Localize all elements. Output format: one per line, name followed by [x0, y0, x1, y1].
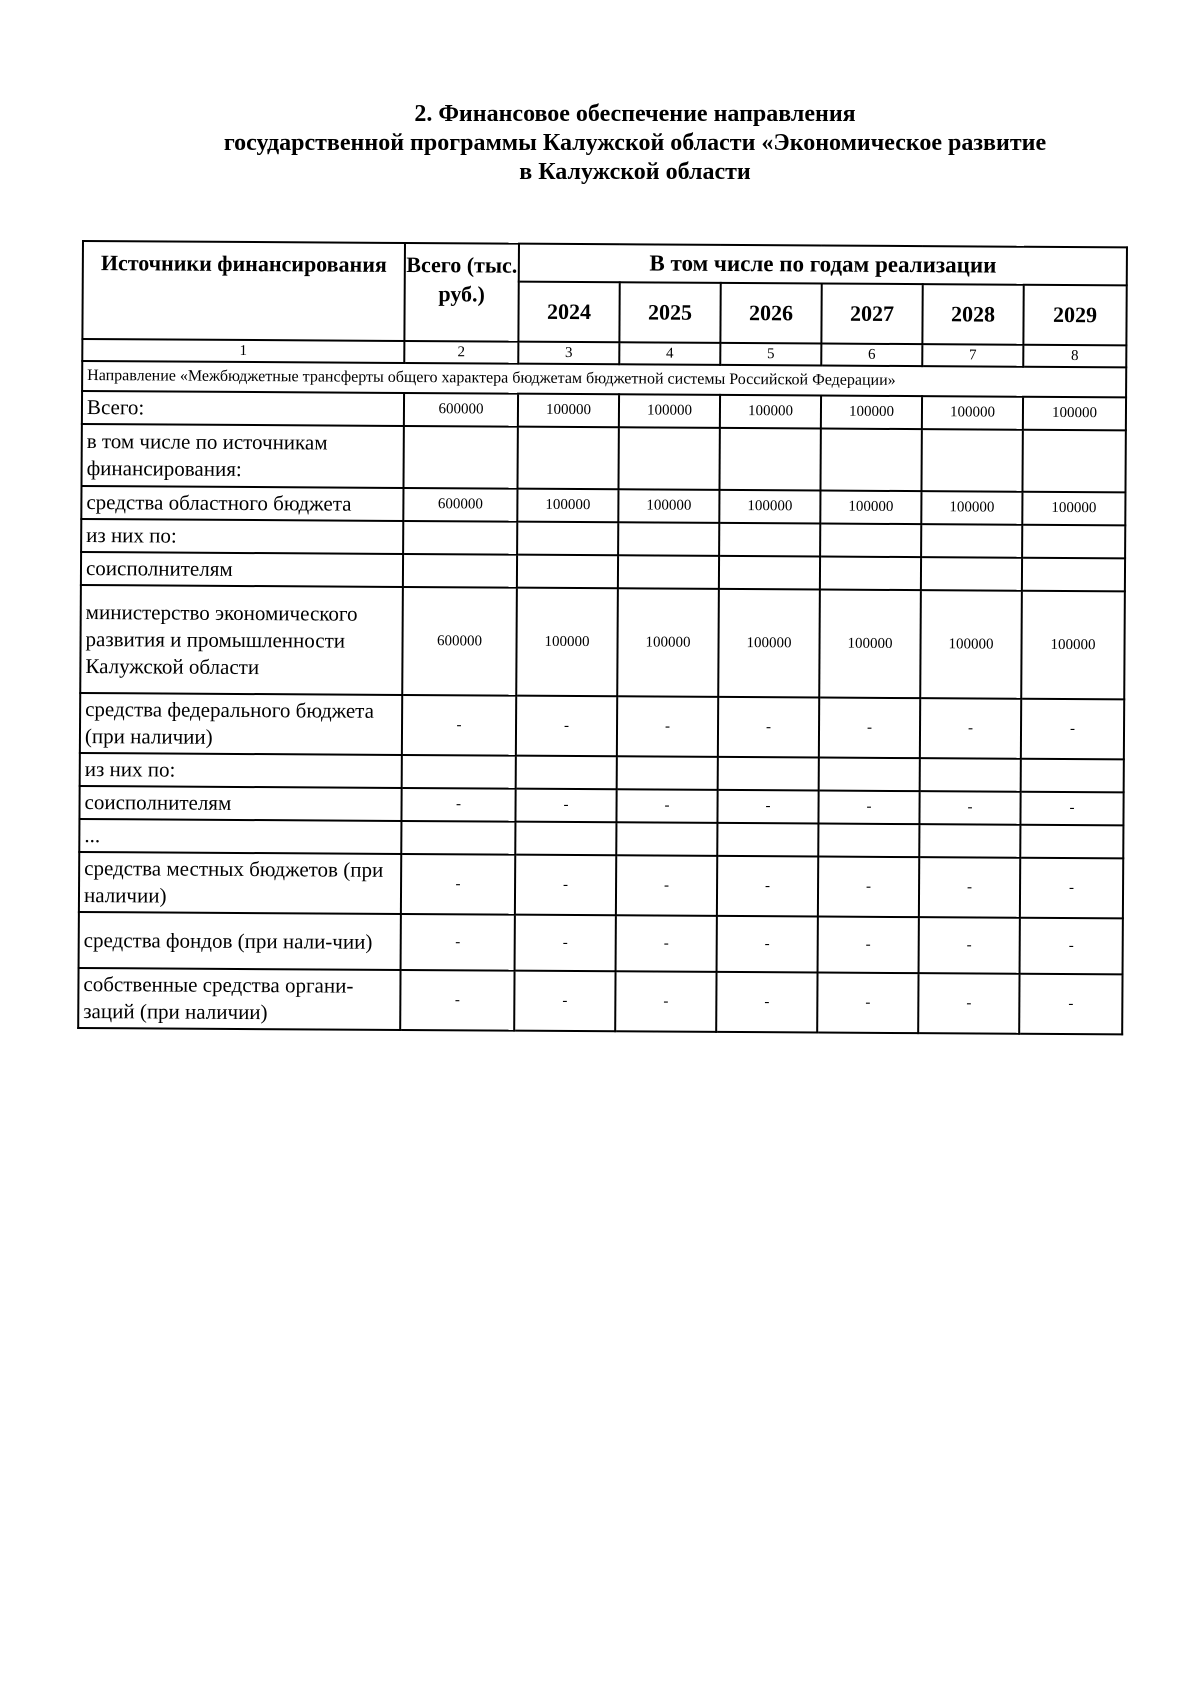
row-value	[820, 429, 921, 492]
row-value: -	[400, 970, 514, 1031]
header-year: 2028	[922, 284, 1023, 345]
row-value	[618, 555, 719, 589]
header-year: 2029	[1023, 285, 1126, 346]
row-value: -	[918, 973, 1019, 1034]
column-number: 8	[1023, 345, 1126, 368]
title-line-2: государственной программы Калужской области «Экономическое развитие	[223, 130, 1047, 156]
row-value: -	[616, 915, 717, 972]
row-label: собственные средства органи-заций (при наличии)	[78, 968, 400, 1030]
row-value: 100000	[720, 395, 821, 429]
row-value: -	[615, 971, 716, 1032]
row-value	[403, 554, 517, 588]
header-year: 2026	[720, 283, 821, 344]
row-value: 100000	[619, 394, 720, 428]
row-value	[517, 555, 618, 589]
row-value	[517, 522, 618, 556]
title-line-1: 2. Финансовое обеспечение направления	[414, 101, 856, 127]
row-value	[617, 756, 718, 790]
header-by-years: В том числе по годам реализации	[519, 244, 1127, 286]
row-value: -	[717, 916, 818, 973]
header-total: Всего (тыс. руб.)	[404, 243, 519, 342]
table-row	[80, 693, 1124, 759]
row-value: -	[515, 855, 616, 916]
row-value	[618, 427, 719, 490]
row-value	[920, 758, 1021, 792]
row-value: -	[1020, 792, 1123, 826]
row-value	[819, 758, 920, 792]
row-value	[515, 822, 616, 856]
row-label: из них по:	[80, 753, 402, 788]
table-row	[81, 424, 1125, 492]
row-value: -	[401, 854, 515, 915]
column-number: 1	[82, 339, 404, 363]
row-value	[818, 824, 919, 858]
row-value	[403, 521, 517, 555]
row-value: 100000	[922, 396, 1023, 430]
row-value	[718, 757, 819, 791]
row-value: -	[817, 973, 918, 1034]
row-value: -	[516, 696, 617, 757]
row-value: -	[401, 914, 515, 971]
row-value: -	[1020, 858, 1123, 919]
row-value: 100000	[821, 396, 922, 430]
row-value	[921, 429, 1022, 492]
row-value	[719, 523, 820, 557]
row-value: 100000	[1022, 492, 1125, 526]
row-label: ...	[79, 819, 401, 854]
row-value: 100000	[819, 590, 921, 699]
row-value: 100000	[921, 491, 1022, 525]
row-value: -	[1019, 974, 1122, 1035]
row-value: 100000	[920, 590, 1022, 699]
row-value	[719, 428, 820, 491]
row-value	[517, 427, 618, 490]
header-sources: Источники финансирования	[82, 241, 405, 341]
row-label: в том числе по источникам финансирования:	[81, 424, 403, 488]
column-number: 3	[518, 342, 619, 365]
row-value: -	[514, 971, 615, 1032]
row-value	[402, 755, 516, 789]
row-value: -	[818, 857, 919, 918]
table-row	[80, 585, 1125, 699]
row-label: средства фондов (при нали-чии)	[79, 912, 401, 970]
row-value: -	[919, 917, 1020, 974]
row-value: -	[717, 790, 818, 824]
column-number: 2	[404, 341, 518, 364]
row-value	[717, 823, 818, 857]
row-value	[401, 821, 515, 855]
financing-table	[77, 240, 1128, 1035]
table-row	[79, 912, 1123, 974]
row-label: из них по:	[81, 519, 403, 554]
row-value	[1020, 825, 1123, 859]
row-value: 100000	[517, 489, 618, 523]
row-value	[1021, 759, 1124, 793]
row-label: соисполнителям	[79, 786, 401, 821]
row-value: -	[919, 857, 1020, 918]
table-row	[78, 968, 1122, 1034]
row-value: -	[819, 698, 920, 759]
row-value: 100000	[516, 588, 618, 697]
column-number: 6	[821, 344, 922, 367]
row-value: -	[717, 856, 818, 917]
row-value: -	[402, 695, 516, 756]
data-rows	[78, 391, 1126, 1034]
header-year: 2024	[518, 282, 619, 343]
table-row	[79, 852, 1123, 918]
page-title	[0, 100, 1200, 187]
row-label: министерство экономического развития и промышленности Калужской области	[80, 585, 403, 695]
row-value: 100000	[1021, 591, 1125, 700]
row-value: 100000	[718, 589, 820, 698]
row-value: -	[716, 972, 817, 1033]
row-value: 100000	[618, 489, 719, 523]
row-value: 600000	[403, 488, 517, 522]
row-value	[1022, 558, 1125, 592]
row-value: -	[718, 697, 819, 758]
row-value	[921, 524, 1022, 558]
row-value: 600000	[404, 393, 518, 427]
row-value: 100000	[1023, 397, 1126, 431]
row-label: средства областного бюджета	[81, 486, 403, 521]
direction-title: Направление «Межбюджетные трансферты общего характера бюджетам бюджетной системы Российской Федерации»	[82, 361, 1126, 397]
row-value: -	[1020, 918, 1123, 975]
row-value	[403, 426, 517, 489]
row-value	[618, 522, 719, 556]
row-value	[921, 557, 1022, 591]
row-value	[1022, 430, 1125, 493]
row-value: 100000	[617, 588, 719, 697]
row-value: -	[818, 917, 919, 974]
row-value: -	[920, 698, 1021, 759]
row-value: -	[919, 791, 1020, 825]
row-label: соисполнителям	[81, 552, 403, 587]
row-value	[820, 524, 921, 558]
row-value: 100000	[518, 394, 619, 428]
column-number: 7	[922, 344, 1023, 367]
row-value	[516, 756, 617, 790]
row-value: -	[515, 789, 616, 823]
row-value: -	[515, 915, 616, 972]
column-number: 4	[619, 342, 720, 365]
row-label: Всего:	[82, 391, 404, 426]
row-value	[719, 556, 820, 590]
row-value: -	[1021, 699, 1124, 760]
row-value: -	[616, 855, 717, 916]
row-label: средства местных бюджетов (при наличии)	[79, 852, 401, 914]
row-label: средства федерального бюджета (при наличии)	[80, 693, 402, 755]
row-value	[919, 824, 1020, 858]
row-value: -	[401, 788, 515, 822]
row-value: 100000	[820, 491, 921, 525]
row-value: -	[616, 789, 717, 823]
row-value	[1022, 525, 1125, 559]
row-value: -	[617, 696, 718, 757]
title-line-3: в Калужской области	[519, 159, 751, 185]
column-number: 5	[720, 343, 821, 366]
row-value: -	[818, 791, 919, 825]
header-year: 2027	[821, 284, 922, 345]
row-value: 100000	[719, 490, 820, 524]
row-value	[616, 822, 717, 856]
header-year: 2025	[619, 282, 720, 343]
row-value: 600000	[402, 587, 517, 696]
row-value	[820, 557, 921, 591]
